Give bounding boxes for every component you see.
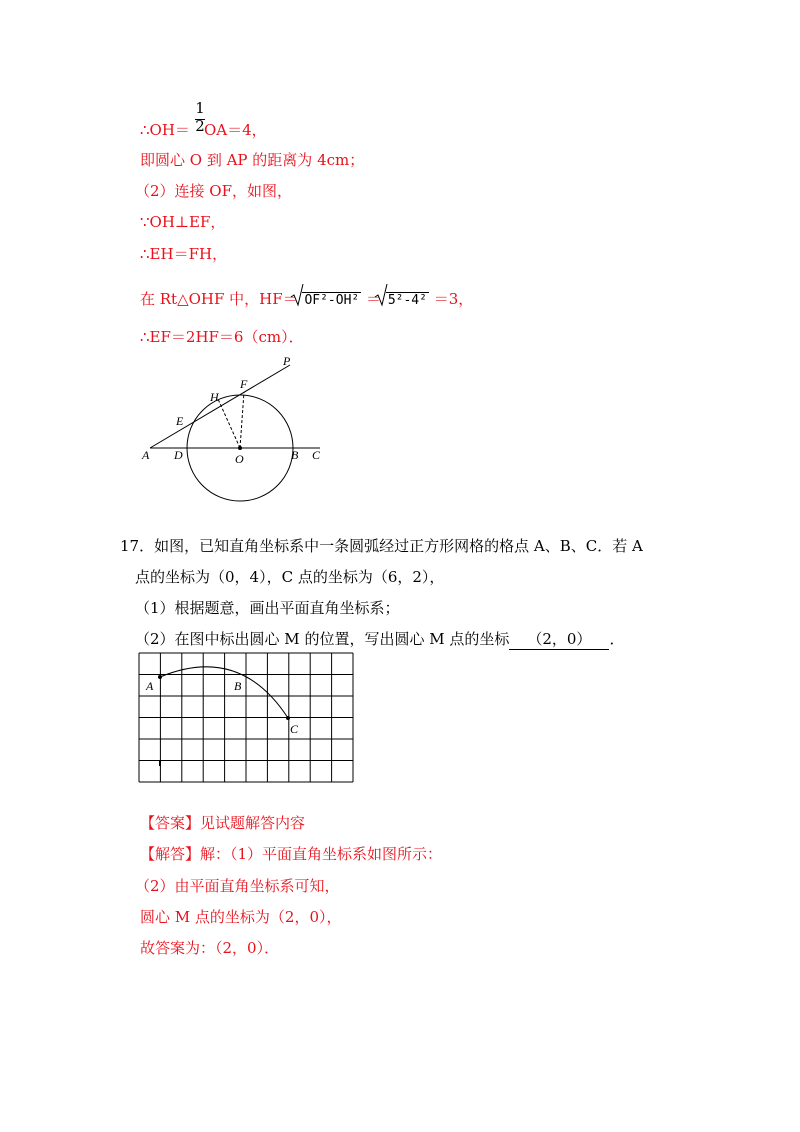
solution-line-7: ∴EF＝2HF＝6（cm）． [140,328,304,346]
solution-line-6 [140,289,473,311]
point-c [286,716,290,720]
label-d: D [174,448,183,462]
grid-figure [138,652,358,786]
fraction-denominator: 2 [195,117,205,135]
sqrt-expression-1 [302,291,361,311]
label-e: E [176,414,184,428]
solution-line-1-b: OA＝4， [203,121,267,139]
label-grid-c: C [290,722,299,736]
fraction-numerator: 1 [195,99,205,117]
segment-of [240,392,244,448]
question-17-line-4-end: ． [609,630,625,648]
solution-line-5: ∴EH＝FH， [140,245,228,263]
answer-line-4: 圆心 M 点的坐标为（2，0）， [140,908,342,926]
solution-line-2: 即圆心 O 到 AP 的距离为 4cm； [140,151,365,169]
geometry-figure-circle [140,355,340,505]
grid-lines [139,653,353,782]
question-17-line-2: 点的坐标为（0，4），C 点的坐标为（6，2）， [135,568,445,586]
question-17-text-4: （2）在图中标出圆心 M 的位置，写出圆心 M 点的坐标 [135,630,510,648]
solution-line-6-b: ＝3， [433,290,474,308]
answer-line-5: 故答案为：（2，0）． [140,939,280,957]
label-c: C [312,448,321,462]
answer-line-2: 【解答】解：（1）平面直角坐标系如图所示： [140,845,443,863]
question-17-text-1: 如图，已知直角坐标系中一条圆弧经过正方形网格的格点 A、B、C．若 A [154,537,643,555]
label-grid-b: B [234,679,242,693]
line-ap [150,365,290,448]
label-p: P [283,355,291,368]
solution-line-6-a: 在 Rt△OHF 中，HF＝ [140,290,298,308]
radical-sign-1 [290,283,304,307]
solution-line-1 [140,120,267,140]
question-number: 17． [120,537,155,555]
solution-line-6-eq: ＝ [366,290,382,308]
center-point-o [238,446,242,450]
label-h: H [210,390,219,404]
label-grid-a: A [146,679,154,693]
label-f: F [240,377,248,391]
answer-line-1: 【答案】见试题解答内容 [140,814,306,832]
label-o: O [235,452,244,466]
label-a: A [142,448,150,462]
sqrt-content-2: 5²-4² [387,293,427,308]
segment-oh [218,399,240,448]
answer-line-3: （2）由平面直角坐标系可知， [135,877,340,895]
sqrt-expression-2 [386,291,429,311]
answer-blank: （2，0） [509,629,609,650]
solution-line-4: ∵OH⊥EF， [140,213,226,231]
sqrt-content-1: OF²-OH² [304,293,360,308]
solution-line-1-a: ∴OH＝ [140,121,190,139]
question-17-line-4 [135,629,624,650]
solution-line-3: （2）连接 OF，如图， [135,182,293,200]
question-17-line-1 [120,536,643,556]
label-b: B [291,448,299,462]
radical-sign-2 [374,283,388,307]
point-a [158,675,162,679]
question-17-line-3: （1）根据题意，画出平面直角坐标系； [135,599,400,617]
